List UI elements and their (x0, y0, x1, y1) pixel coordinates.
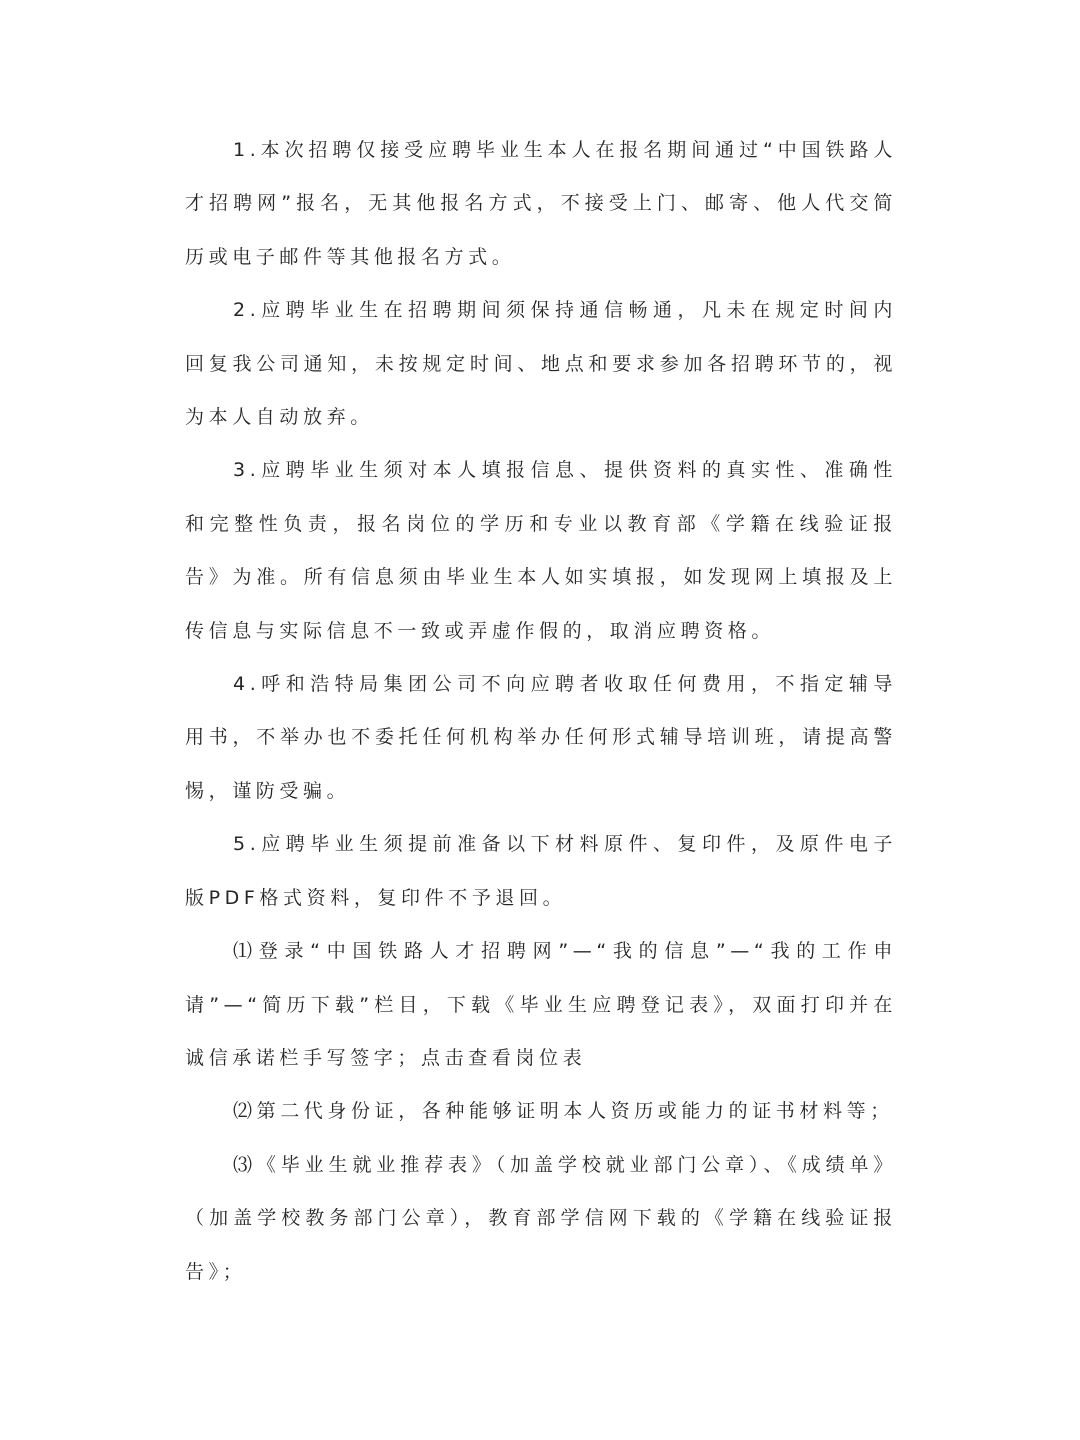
material-item-2-id-certificates: ⑵第二代身份证，各种能够证明本人资历或能力的证书材料等； (233, 1100, 894, 1123)
paragraph-3-information-accuracy: 3.应聘毕业生须对本人填报信息、提供资料的真实性、准确性和完整性负责，报名岗位的学历和专业以教育部《学籍在线验证报告》为准。所有信息须由毕业生本人如实填报，如发现网上填报及上传信息与实际信息不一致或弄虚作假的，取消应聘资格。 (185, 459, 897, 642)
material-item-1-registration-form: ⑴登录“中国铁路人才招聘网”—“我的信息”—“我的工作申请”—“简历下载”栏目，下载《毕业生应聘登记表》，双面打印并在诚信承诺栏手写签字；点击查看岗位表 (185, 940, 897, 1069)
material-item-3-recommendation-transcript: ⑶《毕业生就业推荐表》（加盖学校就业部门公章）、《成绩单》（加盖学校教务部门公章），教育部学信网下载的《学籍在线验证报告》； (185, 1153, 897, 1283)
paragraph-4-no-fees-warning: 4.呼和浩特局集团公司不向应聘者收取任何费用，不指定辅导用书，不举办也不委托任何机构举办任何形式辅导培训班，请提高警惕，谨防受骗。 (185, 673, 897, 802)
paragraph-2-keep-contact: 2.应聘毕业生在招聘期间须保持通信畅通，凡未在规定时间内回复我公司通知，未按规定时间、地点和要求参加各招聘环节的，视为本人自动放弃。 (185, 299, 897, 429)
document-body (185, 124, 897, 1299)
paragraph-1-registration-method: 1.本次招聘仅接受应聘毕业生本人在报名期间通过“中国铁路人才招聘网”报名，无其他报名方式，不接受上门、邮寄、他人代交简历或电子邮件等其他报名方式。 (185, 139, 897, 268)
paragraph-5-materials-intro: 5.应聘毕业生须提前准备以下材料原件、复印件，及原件电子版PDF格式资料，复印件不予退回。 (185, 833, 897, 909)
